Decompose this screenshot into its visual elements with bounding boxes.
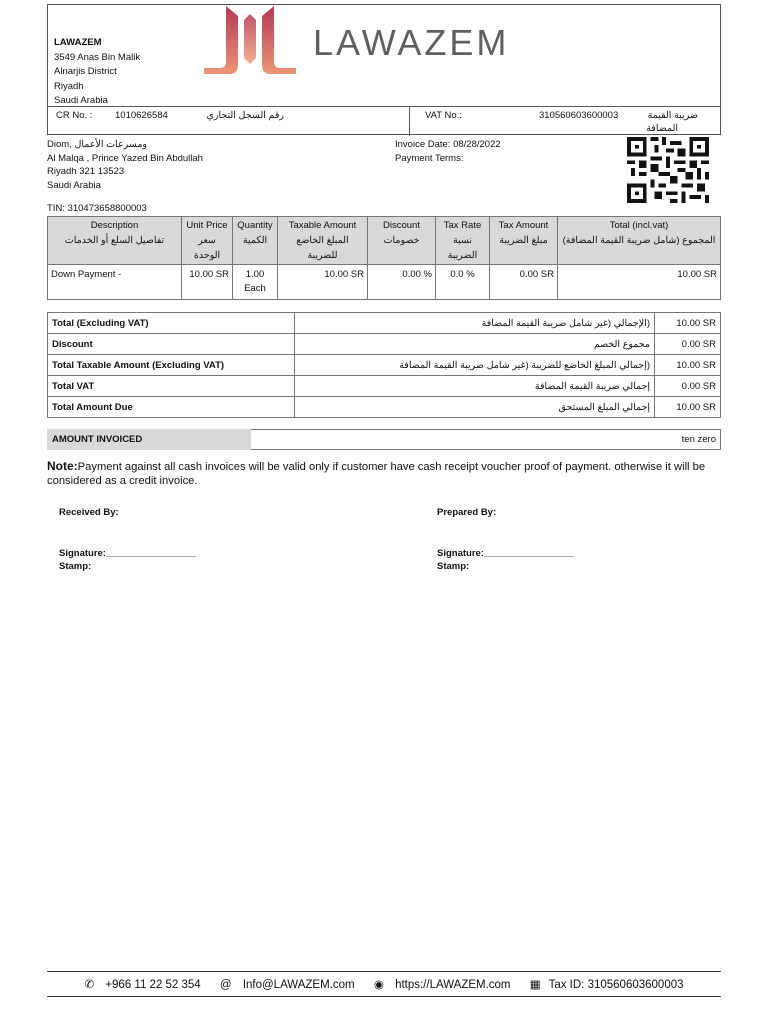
amount-invoiced-table [47, 429, 721, 450]
customer-name: Diom, ومسرعات الأعمال [47, 139, 148, 150]
column-header: Discount خصومات [368, 217, 436, 265]
email-contact [216, 979, 359, 991]
cell-total: 10.00 SR [558, 265, 721, 300]
prepared-signature-block [437, 547, 574, 573]
customer-address-line: Al Malqa , Prince Yazed Bin Abdullah [47, 152, 203, 164]
column-header: Tax Rate نسبة الضريبة [436, 217, 490, 265]
phone-contact [80, 979, 204, 991]
note-prefix: Note: [47, 459, 78, 473]
totals-row [48, 397, 721, 418]
totals-value: 10.00 SR [655, 313, 721, 334]
company-address-line: Alnarjis District [54, 66, 117, 77]
totals-value: 10.00 SR [655, 355, 721, 376]
amount-invoiced-label: AMOUNT INVOICED [48, 430, 251, 450]
vat-value: 310560603600003 [539, 110, 619, 121]
signature-line: Signature:_________________ [437, 548, 574, 559]
totals-table [47, 312, 721, 418]
totals-value: 0.00 SR [655, 376, 721, 397]
phone-icon: ✆ [84, 979, 95, 991]
cell-unit-price: 10.00 SR [182, 265, 233, 300]
payment-terms: Payment Terms: [395, 152, 464, 164]
stamp-label: Stamp: [59, 561, 92, 572]
logo-wordmark: LAWAZEM [313, 22, 510, 63]
footer-divider-bottom [47, 996, 721, 997]
column-header: Unit Price سعر الوحدة [182, 217, 233, 265]
totals-label: Discount [48, 334, 295, 355]
totals-label-ar: إجمالي المبلغ المستحق [295, 397, 655, 418]
qr-code [626, 137, 710, 203]
amount-invoiced-value: ten zero [251, 430, 721, 450]
row-divider [409, 107, 410, 136]
column-header: Quantity الكمية [233, 217, 278, 265]
footer-divider [47, 971, 721, 972]
totals-label: Total VAT [48, 376, 295, 397]
cr-value: 1010626584 [115, 110, 168, 121]
stamp-label: Stamp: [437, 561, 470, 572]
web-contact [370, 979, 515, 991]
column-header: Total (incl.vat) المجموع (شامل ضريبة القيمة المضافة) [558, 217, 721, 265]
customer-address-line: Saudi Arabia [47, 179, 101, 191]
totals-row [48, 376, 721, 397]
totals-row [48, 313, 721, 334]
cr-label-ar: رقم السجل التجاري [206, 110, 284, 121]
cell-description: Down Payment - [48, 265, 182, 300]
email-text: Info@LAWAZEM.com [242, 979, 355, 991]
company-address-line: 3549 Anas Bin Malik [54, 51, 141, 63]
totals-label: Total Amount Due [48, 397, 295, 418]
totals-label-ar: (إجمالي المبلغ الخاضع للضريبة (غير شامل ضريبة القيمة المضافة [295, 355, 655, 376]
customer-tin: TIN: 310473658800003 [47, 203, 147, 214]
customer-address-line: Riyadh 321 13523 [47, 166, 125, 177]
payment-note [47, 459, 723, 488]
customer-block [47, 138, 203, 192]
invoice-meta [395, 138, 501, 165]
cell-quantity: 1.00 Each [233, 265, 278, 300]
column-header: Tax Amount مبلغ الضريبة [490, 217, 558, 265]
table-row [48, 265, 721, 300]
vat-label-ar-2: المضافة [646, 123, 678, 134]
vat-label: VAT No.: [425, 110, 462, 121]
company-address-line: Riyadh [54, 80, 84, 92]
totals-label: Total Taxable Amount (Excluding VAT) [48, 355, 295, 376]
company-address [54, 36, 140, 109]
totals-label: Total (Excluding VAT) [48, 313, 295, 334]
cell-discount: 0.00 % [368, 265, 436, 300]
globe-icon: ◉ [373, 979, 384, 991]
web-text: https://LAWAZEM.com [395, 979, 511, 991]
totals-label-ar: (الإجمالي (غير شامل ضريبة القيمة المضافة [295, 313, 655, 334]
column-header: Taxable Amount المبلغ الخاضع للضريبة [278, 217, 368, 265]
totals-row [48, 355, 721, 376]
tax-text: Tax ID: 310560603600003 [548, 979, 684, 991]
phone-text: +966 11 22 52 354 [105, 979, 201, 991]
cr-label: CR No. : [56, 110, 93, 121]
prepared-by-label: Prepared By: [437, 507, 497, 518]
totals-row [48, 334, 721, 355]
column-header: Description تفاصيل السلع أو الخدمات [48, 217, 182, 265]
signature-line: Signature:_________________ [59, 548, 196, 559]
footer-contact [47, 977, 721, 991]
totals-value: 0.00 SR [655, 334, 721, 355]
company-name: LAWAZEM [54, 37, 102, 48]
note-text: Payment against all cash invoices will be valid only if customer have cash receipt voucher proof of payment. otherwise it will be considered as a credit invoice. [47, 461, 706, 487]
vat-label-ar: ضريبة القيمة [647, 110, 698, 121]
totals-label-ar: مجموع الخصم [295, 334, 655, 355]
amount-invoiced-row [48, 430, 721, 450]
building-icon: ▦ [529, 979, 541, 991]
lawazem-logo [204, 6, 296, 82]
cell-tax-rate: 0.0 % [436, 265, 490, 300]
invoice-date: Invoice Date: 08/28/2022 [395, 139, 501, 150]
totals-value: 10.00 SR [655, 397, 721, 418]
table-header-row [48, 217, 721, 265]
received-signature-block [59, 547, 196, 573]
received-by-label: Received By: [59, 507, 119, 518]
cell-taxable: 10.00 SR [278, 265, 368, 300]
cell-tax-amount: 0.00 SR [490, 265, 558, 300]
at-icon: @ [219, 979, 232, 991]
line-items-table [47, 216, 721, 300]
totals-label-ar: إجمالي ضريبة القيمة المضافة [295, 376, 655, 397]
tax-contact [526, 979, 688, 991]
registration-row [48, 106, 720, 135]
company-address-line: Saudi Arabia [54, 95, 108, 106]
